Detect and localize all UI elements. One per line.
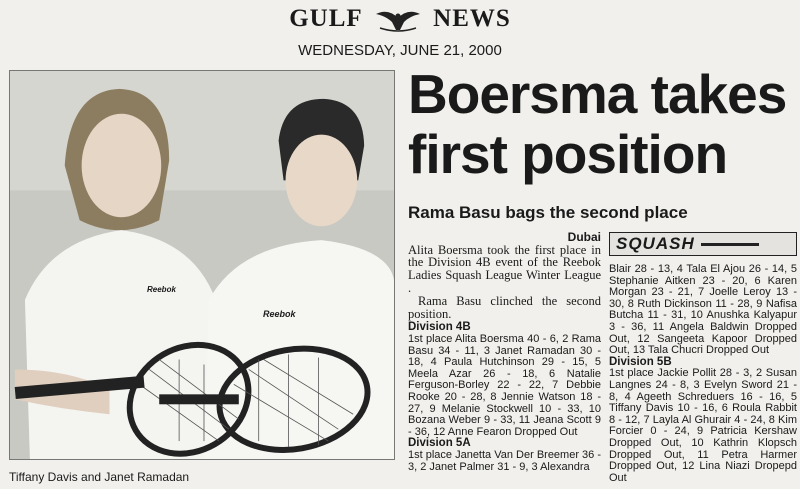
headline <box>408 64 798 184</box>
masthead-right-word: NEWS <box>433 5 511 33</box>
headline-line-1: Boersma takes <box>408 63 787 125</box>
division-5b-results: 1st place Jackie Pollit 28 - 3, 2 Susan Langnes 24 - 8, 3 Evelyn Sword 21 - 8, 4 Ageeth Schreduers 16 - 16, 5 Tiffany Davis 10 - 16, 6 Roula Rabbit 8 - 12, 7 Layla Al Ghurair 4 - 24, 8 Kim Forcier 0 - 24, 9 Patricia Kershaw Dropped Out, 10 Kathrin Klopsch Dropped Out, 11 Petra Harmer Dropped Out, 12 Lina Niazi Dropepd Out <box>609 367 797 484</box>
article-column-2 <box>609 264 797 484</box>
dateline-location: Dubai <box>567 230 601 244</box>
division-4b-heading: Division 4B <box>408 321 471 334</box>
reebok-shirt-logo: Reebok <box>263 309 296 319</box>
division-4b-results: 1st place Alita Boersma 40 - 6, 2 Rama Basu 34 - 11, 3 Janet Ramadan 30 - 18, 4 Paula Hutchinson 29 - 15, 5 Meela Azar 26 - 18, 6 Natalie Ferguson-Borley 22 - 22, 7 Debbie Rooke 20 - 28, 8 Jennie Watson 18 - 27, 9 Melanie Stockwell 10 - 33, 10 Bozana Weber 9 - 33, 11 Jeana Scott 9 - 36, 12 Anne Fearon Dropped Out <box>408 332 601 438</box>
badge-rule <box>701 243 759 246</box>
division-5a-results-part-1: 1st place Janetta Van Der Breemer 36 - 3, 2 Janet Palmer 31 - 9, 3 Alexandra <box>408 448 602 473</box>
dateline: WEDNESDAY, JUNE 21, 2000 <box>298 42 502 59</box>
article-column-1 <box>408 232 601 473</box>
masthead <box>0 4 800 38</box>
masthead-left-word: GULF <box>289 5 363 33</box>
falcon-logo-icon <box>374 4 422 34</box>
division-5b-heading: Division 5B <box>609 355 672 368</box>
photo-caption: Tiffany Davis and Janet Ramadan <box>9 470 190 484</box>
players-photo <box>9 70 395 460</box>
headline-line-2: first position <box>408 123 728 185</box>
division-5a-results-part-2: Blair 28 - 13, 4 Tala El Ajou 26 - 14, 5 Stephanie Aitken 23 - 20, 6 Karen Morgan 23 - 21, 7 Joelle Leroy 13 - 30, 8 Ruth Dickinson 11 - 28, 9 Nafisa Butcha 11 - 31, 10 Anushka Kalyapur 3 - 36, 11 Angela Baldwin Dropped Out, 12 Sangeeta Kapoor Dropped Out, 13 Tala Chucri Dropped Out <box>609 263 797 357</box>
reebok-shirt-logo-left: Reebok <box>147 285 176 294</box>
lead-paragraph: Alita Boersma took the first place in the Division 4B event of the Reebok Ladies Squash League Winter League . <box>408 242 601 295</box>
second-paragraph: Rama Basu clinched the second position. <box>408 293 601 321</box>
section-badge <box>609 232 797 256</box>
section-badge-label: SQUASH <box>616 234 695 253</box>
subhead: Rama Basu bags the second place <box>408 203 688 222</box>
division-5a-heading: Division 5A <box>408 437 471 450</box>
